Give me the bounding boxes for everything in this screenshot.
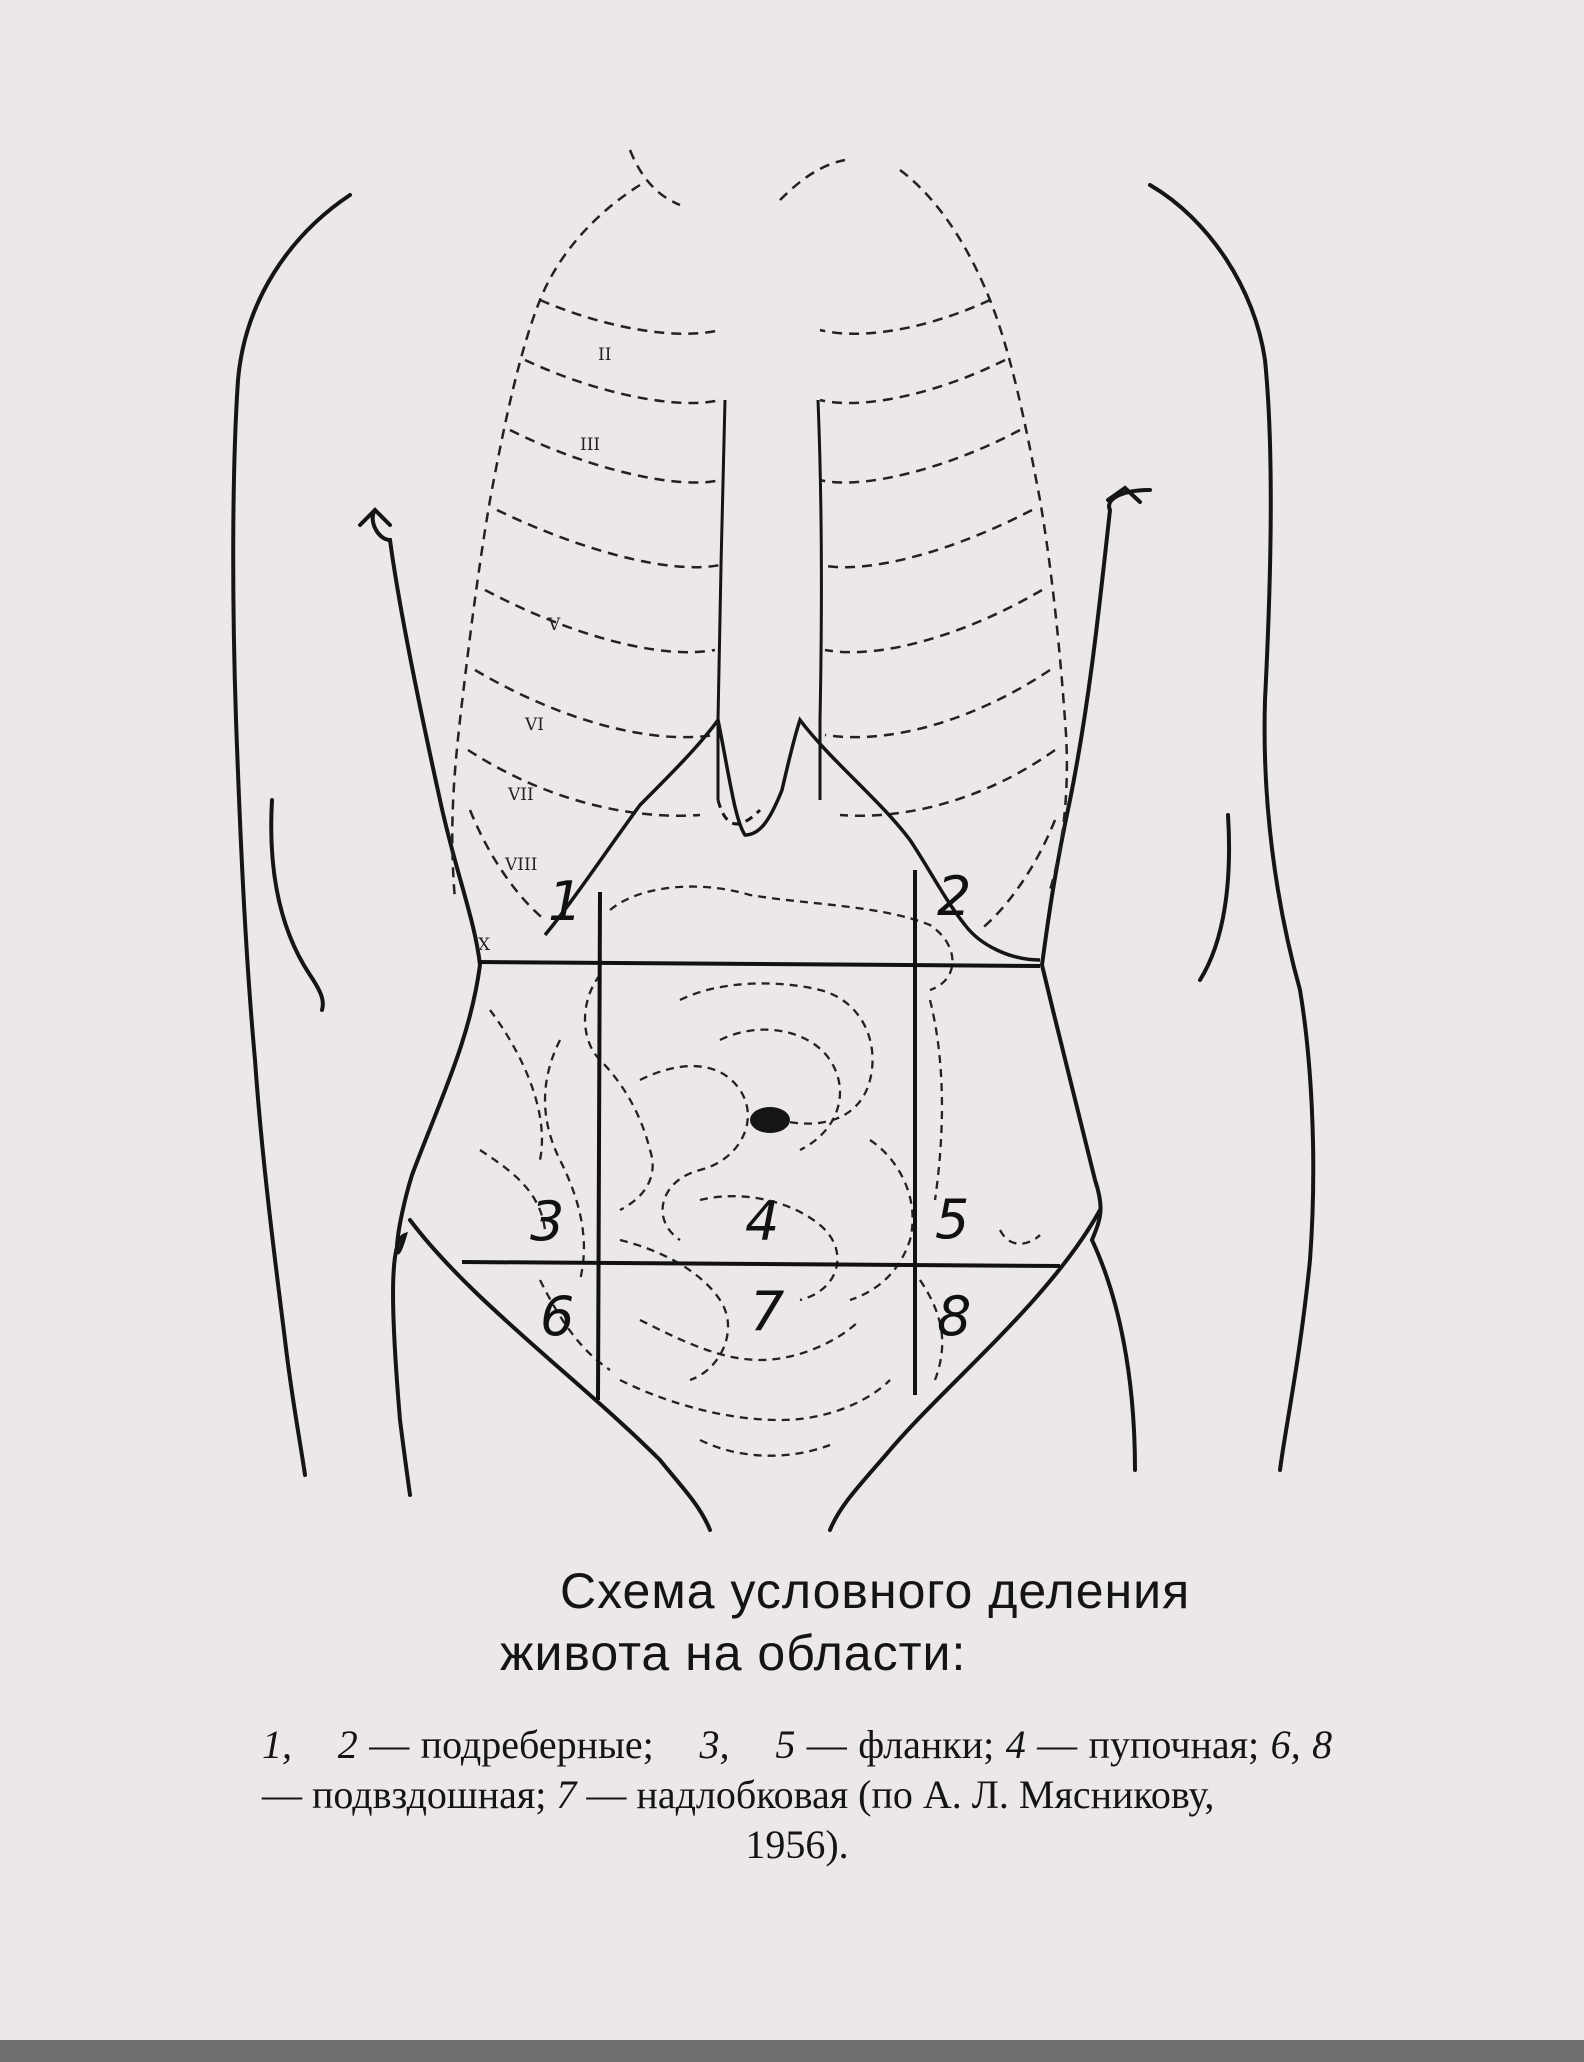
legend-num-6: 6, [1270,1722,1301,1767]
region-label-6: 6 [540,1285,575,1348]
region-label-4: 4 [745,1190,780,1253]
region-label-3: 3 [530,1190,565,1253]
legend-text-umbilical: — пупочная; [1037,1722,1260,1767]
region-label-2: 2 [937,865,972,928]
legend-text-dash: — [586,1772,627,1817]
region-label-5: 5 [935,1188,970,1251]
region-label-8: 8 [937,1285,972,1348]
legend-text-iliac: — подвздошная; [262,1772,547,1817]
legend-num-2: 2 [337,1722,358,1767]
caption-legend [262,1720,1332,1870]
legend-text-hypochondriac: — подреберные; [369,1722,654,1767]
legend-text-flanks: — фланки; [806,1722,995,1767]
legend-num-3: 3, [699,1722,730,1767]
rib-label-x: X [478,935,491,955]
legend-num-1: 1, [262,1722,292,1767]
rib-label-viii: VIII [505,855,538,875]
caption-title-line2: живота на области: [500,1625,967,1681]
scan-border [0,2040,1584,2062]
rib-label-iii: III [580,435,601,455]
rib-label-vi: VI [525,715,544,735]
rib-cage [452,150,1067,930]
caption-title [500,1560,1340,1684]
legend-num-5: 5 [775,1722,796,1767]
rib-label-v: V [548,615,561,635]
sternum [718,400,821,824]
region-label-1: 1 [548,870,583,933]
legend-num-7: 7 [556,1772,577,1817]
legend-num-8: 8 [1312,1722,1333,1767]
caption-title-line1: Схема условного деления [560,1563,1191,1619]
legend-num-4: 4 [1005,1722,1026,1767]
navel [750,1107,790,1133]
rib-label-ii: II [598,345,612,365]
rib-label-vii: VII [508,785,534,805]
region-label-7: 7 [750,1280,785,1343]
legend-text-year: 1956). [745,1822,849,1867]
legend-text-suprapubic: надлобковая (по А. Л. Мясникову, [636,1772,1215,1817]
